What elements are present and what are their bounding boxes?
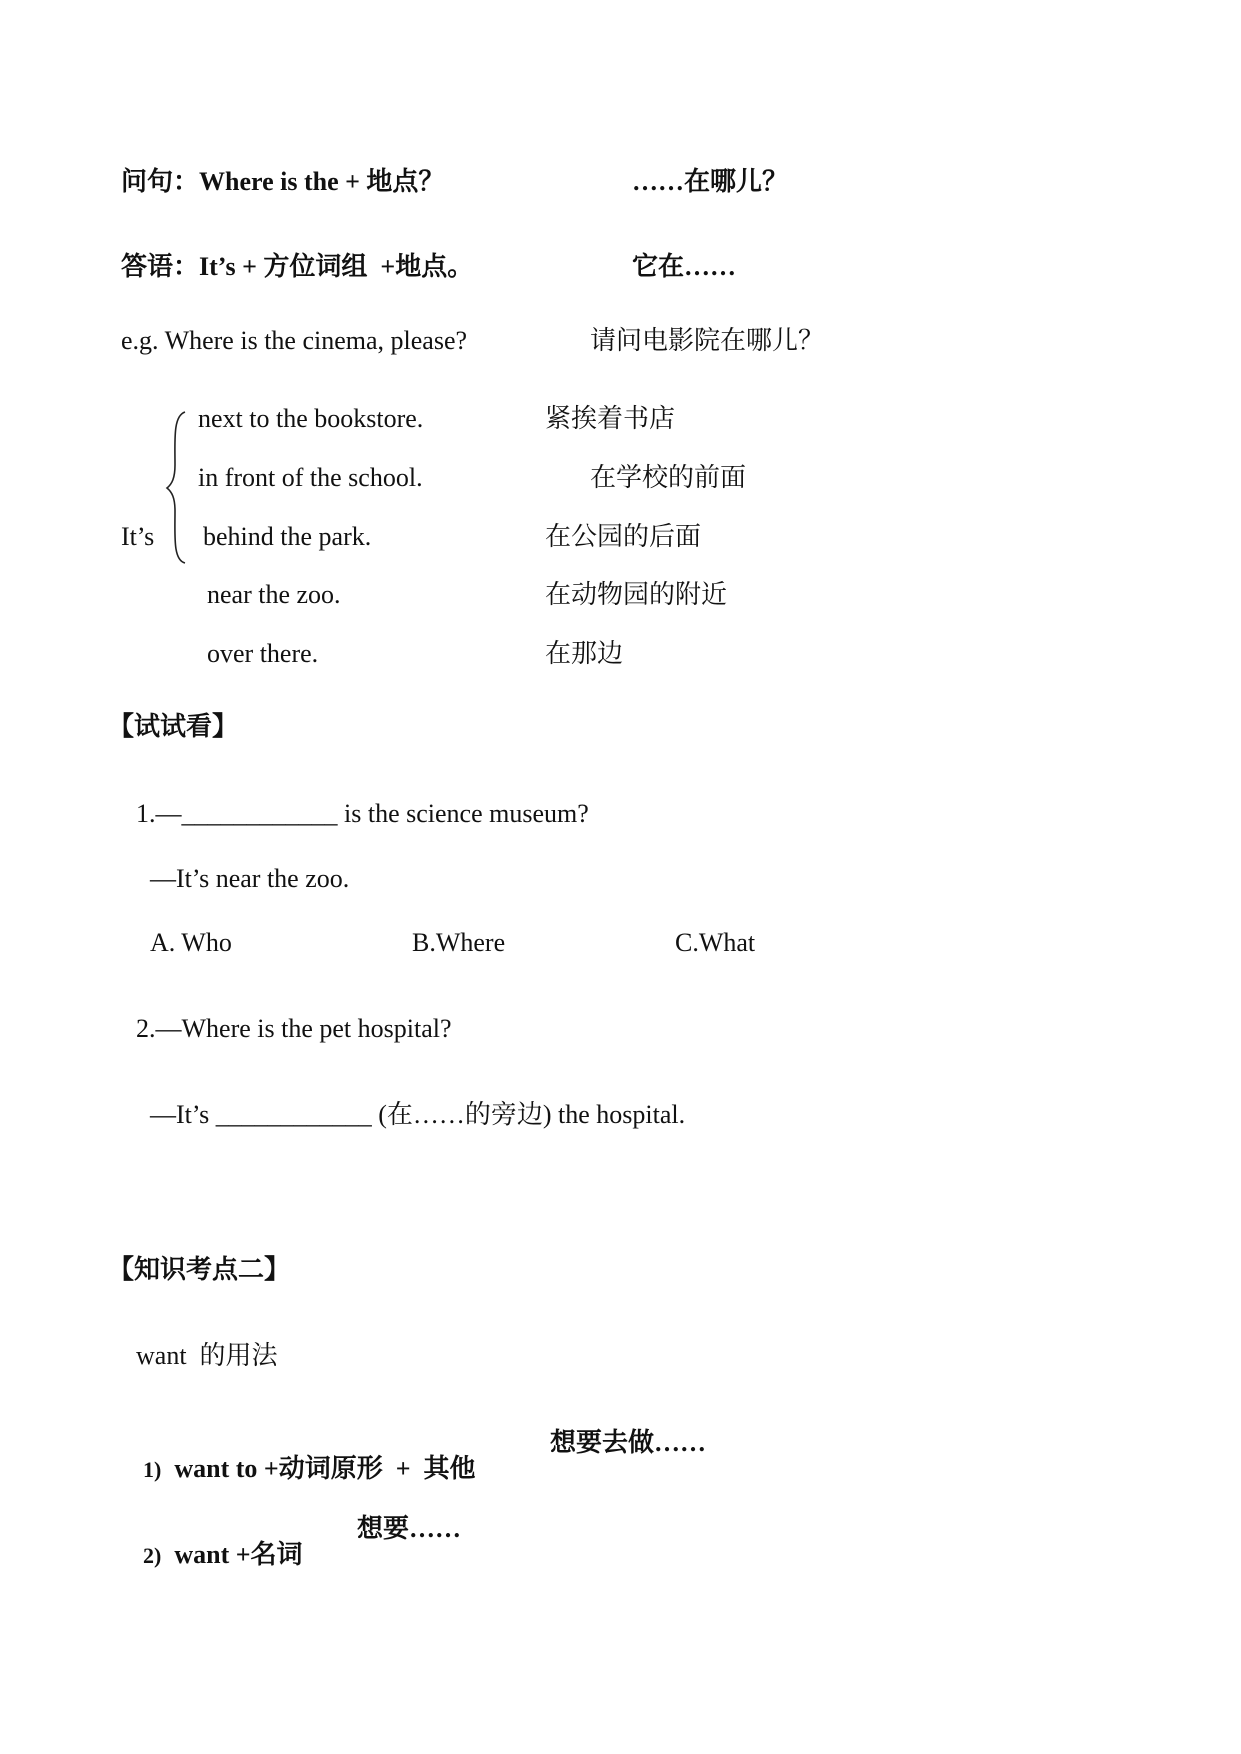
- q1-option-b: B.Where: [412, 928, 506, 957]
- phrase-en-1: next to the bookstore.: [198, 404, 424, 433]
- phrase-zh-2: 在学校的前面: [590, 463, 747, 492]
- phrase-zh-1: 紧挨着书店: [545, 404, 676, 433]
- section2-rule-1: [130, 1430, 476, 1482]
- q1-reply: —It’s near the zoo.: [150, 864, 350, 893]
- q2-reply: —It’s ____________ (在……的旁边) the hospital.: [150, 1100, 686, 1129]
- q1-question: 1.—____________ is the science museum?: [136, 799, 589, 828]
- rule-1-number: 1): [143, 1457, 162, 1482]
- rule-2-number: 2): [143, 1543, 162, 1568]
- question-meaning: ……在哪儿？: [632, 167, 789, 196]
- rule-2-meaning: 想要……: [357, 1514, 462, 1543]
- answer-rule: 答语：It’s + 方位词组 +地点。: [121, 252, 474, 281]
- phrase-en-5: over there.: [207, 639, 319, 668]
- section2-intro: want 的用法: [136, 1341, 278, 1370]
- phrase-zh-4: 在动物园的附近: [545, 580, 728, 609]
- rule-2-text: want +名词: [174, 1540, 303, 1569]
- curly-brace: [163, 410, 193, 565]
- phrase-en-4: near the zoo.: [207, 580, 341, 609]
- rule-1-meaning: 想要去做……: [550, 1428, 707, 1457]
- phrase-en-3: behind the park.: [203, 522, 372, 551]
- example-english: e.g. Where is the cinema, please?: [121, 326, 468, 355]
- rule-1-text: want to +动词原形 + 其他: [174, 1454, 476, 1483]
- phrase-en-2: in front of the school.: [198, 463, 423, 492]
- answer-meaning: 它在……: [632, 252, 737, 281]
- q2-question: 2.—Where is the pet hospital?: [136, 1014, 452, 1043]
- phrase-zh-3: 在公园的后面: [545, 522, 702, 551]
- q1-option-a: A. Who: [150, 928, 232, 957]
- example-chinese: 请问电影院在哪儿？: [590, 326, 825, 355]
- section2-heading: 【知识考点二】: [108, 1255, 291, 1284]
- section2-rule-2: [130, 1516, 303, 1568]
- question-rule: 问句：Where is the + 地点？: [121, 167, 445, 196]
- its-label: It’s: [121, 522, 155, 551]
- q1-option-c: C.What: [675, 928, 756, 957]
- phrase-zh-5: 在那边: [545, 639, 624, 668]
- practice-heading: 【试试看】: [108, 712, 239, 741]
